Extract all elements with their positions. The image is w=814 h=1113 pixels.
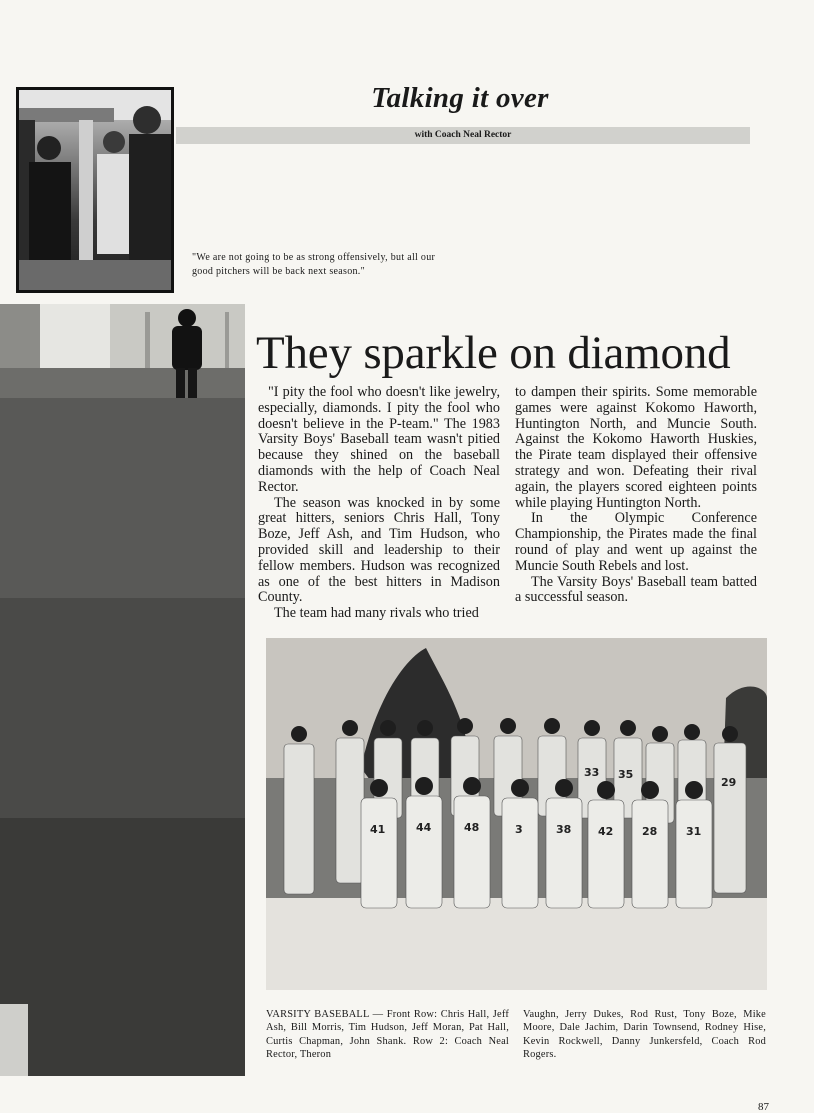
field-photo-illustration xyxy=(0,304,245,1076)
jersey-number: 31 xyxy=(686,825,702,838)
paragraph: The season was knocked in by some great hitters, seniors Chris Hall, Tony Boze, Jeff Ash, and Tim Hudson, who provided skill and leadership to their fellow members. Hudson was recognized as one of the best hitters in Madison County. xyxy=(258,494,500,606)
section-subtitle: with Coach Neal Rector xyxy=(414,130,512,140)
team-photo xyxy=(266,638,767,990)
coach-photo xyxy=(16,87,174,293)
photo-caption-left: VARSITY BASEBALL — Front Row: Chris Hall, Jeff Ash, Bill Morris, Tim Hudson, Jeff Moran, Pat Hall, Curtis Chapman, John Shank. Row 2: Coach Neal Rector, Theron xyxy=(266,1009,509,1060)
article-column-2 xyxy=(515,385,757,606)
section-title: Talking it over xyxy=(371,82,549,114)
coach-quote: "We are not going to be as strong offensively, but all our good pitchers will be back next season." xyxy=(192,252,436,277)
page-number: 87 xyxy=(758,1101,769,1113)
jersey-number: 42 xyxy=(598,825,614,838)
jersey-number: 44 xyxy=(416,821,432,834)
jersey-number: 48 xyxy=(464,821,480,834)
paragraph: "I pity the fool who doesn't like jewelry, especially, diamonds. I pity the fool who doesn't believe in the P-team." The 1983 Varsity Boys' Baseball team wasn't pitied because they shined on the baseball diamonds with the help of Coach Neal Rector. xyxy=(258,384,500,495)
jersey-number: 29 xyxy=(721,776,737,789)
jersey-number: 3 xyxy=(515,823,523,836)
paragraph: The Varsity Boys' Baseball team batted a successful season. xyxy=(515,573,757,606)
paragraph: to dampen their spirits. Some memorable games were against Kokomo Haworth, Huntington North, and Muncie South. Against the Kokomo Haworth Huskies, the Pirate team displayed their offensive strategy and won. Defeating their rival again, the players scored eighteen points while playing Huntington North. xyxy=(515,384,757,511)
jersey-number: 41 xyxy=(370,823,386,836)
photo-caption-right: Vaughn, Jerry Dukes, Rod Rust, Tony Boze, Mike Moore, Dale Jachim, Darin Townsend, Rodney Hise, Kevin Rockwell, Danny Junkersfeld, Coach Rod Rogers. xyxy=(523,1009,766,1060)
field-photo xyxy=(0,304,245,1076)
headline: They sparkle on diamond xyxy=(256,327,731,379)
article-column-1 xyxy=(258,385,500,622)
coach-photo-illustration xyxy=(19,90,171,290)
jersey-number: 38 xyxy=(556,823,572,836)
paragraph: In the Olympic Conference Championship, the Pirates made the final round of play and went up against the Muncie South Rebels and lost. xyxy=(515,510,757,574)
team-photo-illustration xyxy=(266,638,767,990)
paragraph: The team had many rivals who tried xyxy=(274,605,479,622)
jersey-number: 35 xyxy=(618,768,634,781)
jersey-number: 28 xyxy=(642,825,658,838)
jersey-number: 33 xyxy=(584,766,600,779)
